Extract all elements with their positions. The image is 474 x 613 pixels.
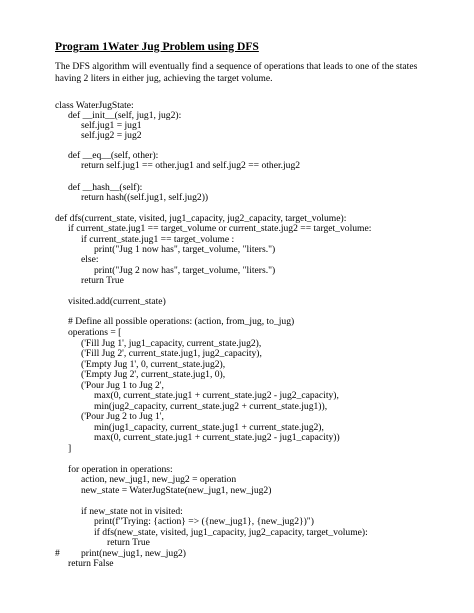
code-line: ('Empty Jug 2', current_state.jug1, 0), [81, 369, 226, 380]
code-line: ('Empty Jug 1', 0, current_state.jug2), [81, 359, 226, 370]
code-line: self.jug1 = jug1 [81, 120, 142, 131]
code-line: else: [81, 254, 99, 265]
code-line: ('Pour Jug 1 to Jug 2', [81, 380, 164, 391]
code-line: return hash((self.jug1, self.jug2)) [81, 192, 209, 203]
code-line: return False [68, 558, 114, 569]
code-line: visited.add(current_state) [68, 296, 166, 307]
code-line: if new_state not in visited: [81, 506, 183, 517]
code-line: if current_state.jug1 == target_volume or current_state.jug2 == target_volume: [68, 223, 372, 234]
code-line: min(jug1_capacity, current_state.jug1 + current_state.jug2), [94, 422, 324, 433]
code-line: def __init__(self, jug1, jug2): [68, 110, 182, 121]
code-line: for operation in operations: [68, 464, 173, 475]
code-line: self.jug2 = jug2 [81, 130, 142, 141]
code-line: def __eq__(self, other): [68, 150, 159, 161]
code-line: min(jug2_capacity, current_state.jug2 + current_state.jug1)), [94, 401, 328, 412]
code-line: operations = [ [68, 327, 122, 338]
code-line: ('Fill Jug 1', jug1_capacity, current_state.jug2), [81, 338, 262, 349]
code-line: def __hash__(self): [68, 182, 143, 193]
code-line: if current_state.jug1 == target_volume : [81, 234, 235, 245]
code-line: print("Jug 2 now has", target_volume, "liters.") [94, 265, 276, 276]
code-line: ('Pour Jug 2 to Jug 1', [81, 411, 164, 422]
code-line: if dfs(new_state, visited, jug1_capacity, jug2_capacity, target_volume): [94, 527, 368, 538]
code-line: # Define all possible operations: (action, from_jug, to_jug) [68, 316, 295, 327]
code-line: def dfs(current_state, visited, jug1_capacity, jug2_capacity, target_volume): [55, 213, 347, 224]
code-line: max(0, current_state.jug1 + current_state.jug2 - jug2_capacity), [94, 390, 339, 401]
code-line: print(f"Trying: {action} => ({new_jug1}, {new_jug2})") [94, 516, 314, 527]
code-line: return True [107, 537, 150, 548]
code-comment-marker: # [55, 548, 60, 559]
code-line: print(new_jug1, new_jug2) [81, 548, 186, 559]
intro-paragraph: The DFS algorithm will eventually find a sequence of operations that leads to one of the states having 2 liters in either jug, achieving the target volume. [55, 61, 418, 85]
code-line: action, new_jug1, new_jug2 = operation [81, 474, 237, 485]
document-title: Program 1Water Jug Problem using DFS [55, 40, 259, 53]
code-line: ] [68, 443, 72, 454]
code-line: new_state = WaterJugState(new_jug1, new_jug2) [81, 485, 272, 496]
code-line: return self.jug1 == other.jug1 and self.jug2 == other.jug2 [81, 160, 301, 171]
code-line: return True [81, 275, 124, 286]
code-line: max(0, current_state.jug1 + current_state.jug2 - jug1_capacity)) [94, 432, 340, 443]
code-line: ('Fill Jug 2', current_state.jug1, jug2_capacity), [81, 348, 262, 359]
code-line: class WaterJugState: [55, 100, 134, 111]
code-line: print("Jug 1 now has", target_volume, "liters.") [94, 244, 276, 255]
